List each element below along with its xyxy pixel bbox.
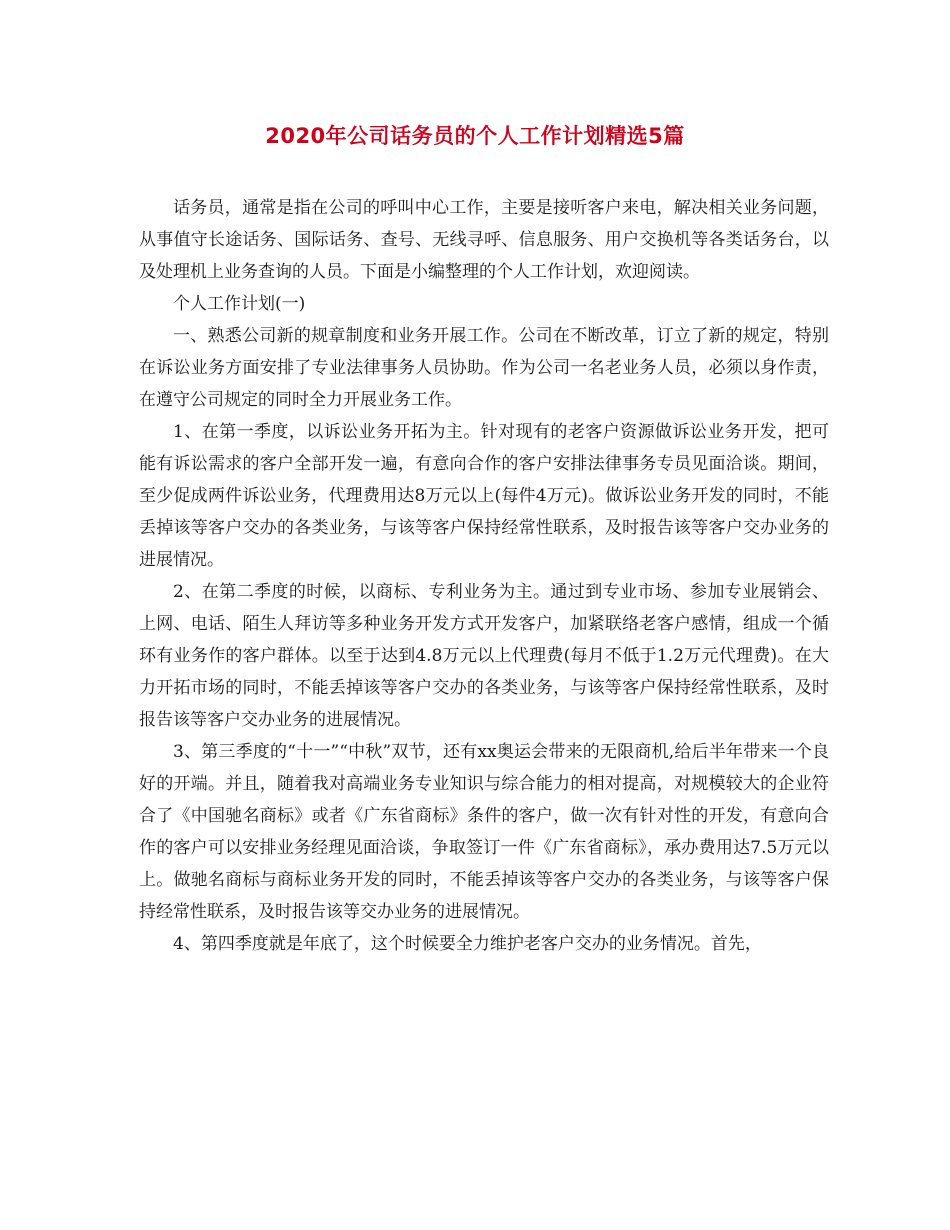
paragraph-q2: 2、在第二季度的时候，以商标、专利业务为主。通过到专业市场、参加专业展销会、上网、电话、陌生人拜访等多种业务开发方式开发客户，加紧联络老客户感情，组成一个循环有业务作的客户群体。以至于达到4.8万元以上代理费(每月不低于1.2万元代理费)。在大力开拓市场的同时，不能丢掉该等客户交办的各类业务，与该等客户保持经常性联系，及时报告该等客户交办业务的进展情况。 bbox=[139, 582, 829, 730]
section-heading: 个人工作计划(一) bbox=[173, 294, 306, 314]
paragraph-intro: 话务员，通常是指在公司的呼叫中心工作，主要是接听客户来电，解决相关业务问题，从事值守长途话务、国际话务、查号、无线寻呼、信息服务、用户交换机等各类话务台，以及处理机上业务查询的人员。下面是小编整理的个人工作计划，欢迎阅读。 bbox=[139, 198, 829, 282]
paragraph-q3: 3、第三季度的“十一”“中秋”双节，还有xx奥运会带来的无限商机,给后半年带来一个良好的开端。并且，随着我对高端业务专业知识与综合能力的相对提高，对规模较大的企业符合了《中国驰名商标》或者《广东省商标》条件的客户，做一次有针对性的开发，有意向合作的客户可以安排业务经理见面洽谈，争取签订一件《广东省商标》，承办费用达7.5万元以上。做驰名商标与商标业务开发的同时，不能丢掉该等客户交办的各类业务，与该等客户保持经常性联系，及时报告该等交办业务的进展情况。 bbox=[139, 742, 829, 922]
document-title: 2020年公司话务员的个人工作计划精选5篇 bbox=[265, 124, 685, 148]
paragraph-q4: 4、第四季度就是年底了，这个时候要全力维护老客户交办的业务情况。首先， bbox=[173, 934, 762, 954]
document-body bbox=[139, 192, 829, 960]
paragraph-point-1: 一、熟悉公司新的规章制度和业务开展工作。公司在不断改革，订立了新的规定，特别在诉讼业务方面安排了专业法律事务人员协助。作为公司一名老业务人员，必须以身作责，在遵守公司规定的同时全力开展业务工作。 bbox=[139, 326, 829, 410]
paragraph-q1: 1、在第一季度，以诉讼业务开拓为主。针对现有的老客户资源做诉讼业务开发，把可能有诉讼需求的客户全部开发一遍，有意向合作的客户安排法律事务专员见面洽谈。期间，至少促成两件诉讼业务，代理费用达8万元以上(每件4万元)。做诉讼业务开发的同时，不能丢掉该等客户交办的各类业务，与该等客户保持经常性联系，及时报告该等客户交办业务的进展情况。 bbox=[139, 422, 829, 570]
